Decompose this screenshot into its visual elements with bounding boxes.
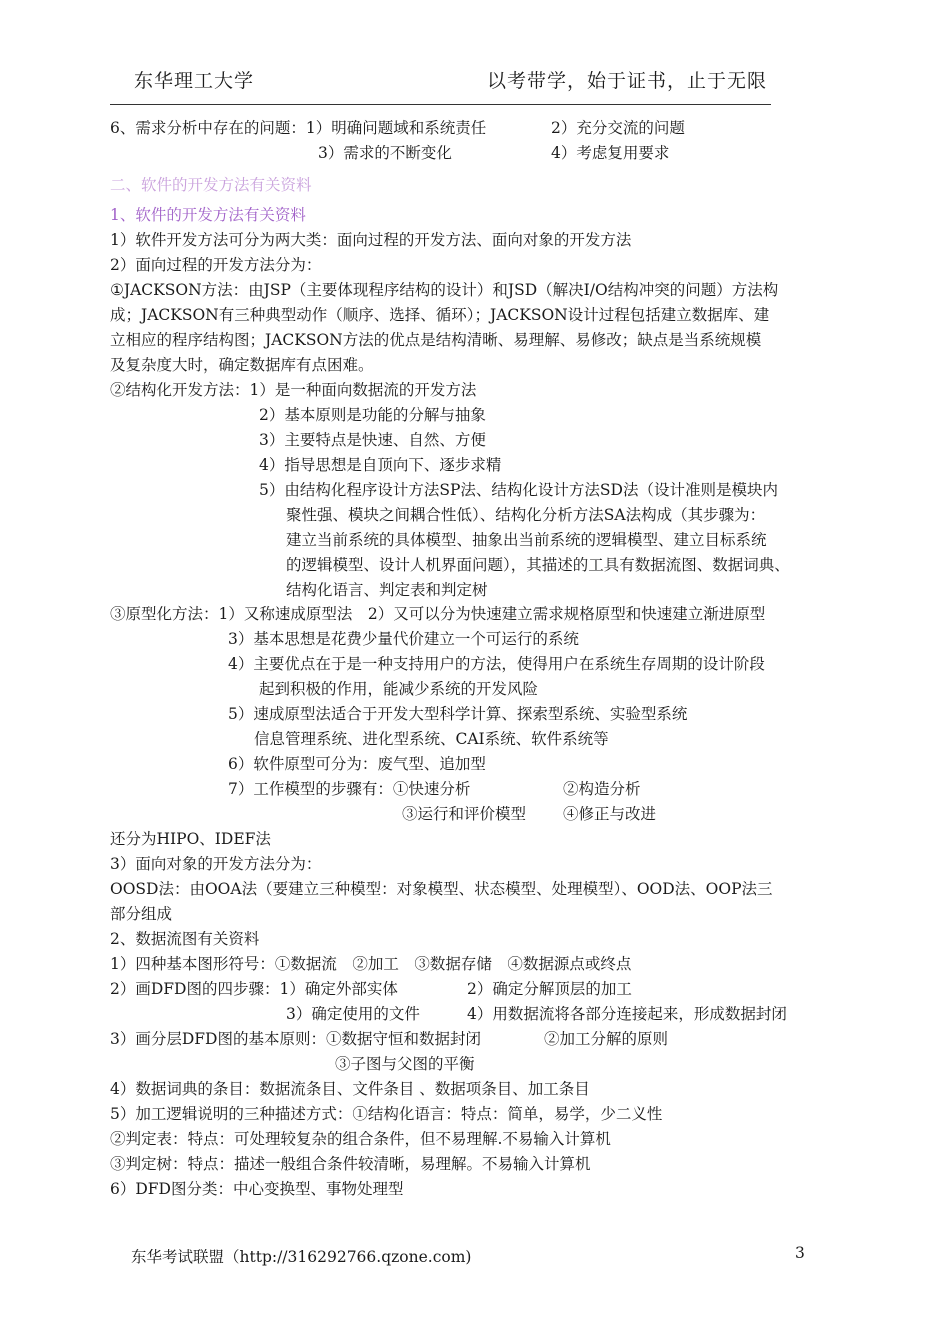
body-line: 聚性强、模块之间耦合性低）、结构化分析方法SA法构成（其步骤为： [286, 506, 766, 524]
body-line: 4）用数据流将各部分连接起来，形成数据封闭 [467, 1005, 787, 1023]
body-line: 2、数据流图有关资料 [110, 930, 260, 948]
body-line: ①JACKSON方法：由JSP（主要体现程序结构的设计）和JSD（解决I/O结构冲突的问题）方法构 [110, 281, 779, 299]
body-line: 2）面向过程的开发方法分为： [110, 256, 322, 274]
body-line: 4）数据词典的条目：数据流条目、文件条目 、数据项条目、加工条目 [110, 1080, 590, 1098]
body-line: 结构化语言、判定表和判定树 [286, 581, 488, 599]
body-line: 6、需求分析中存在的问题：1）明确问题域和系统责任 [110, 119, 487, 137]
body-line: 建立当前系统的具体模型、抽象出当前系统的逻辑模型、建立目标系统 [286, 531, 767, 549]
body-line: 1）四种基本图形符号：①数据流 ②加工 ③数据存储 ④数据源点或终点 [110, 955, 632, 973]
section-heading: 二、软件的开发方法有关资料 [110, 176, 312, 194]
header-university: 东华理工大学 [134, 70, 255, 92]
body-line: ②判定表：特点：可处理较复杂的组合条件，但不易理解.不易输入计算机 [110, 1130, 611, 1148]
page-number: 3 [795, 1244, 805, 1262]
body-line: 4）主要优点在于是一种支持用户的方法，使得用户在系统生存周期的设计阶段 [228, 655, 765, 673]
body-line: 起到积极的作用，能减少系统的开发风险 [259, 680, 539, 698]
body-line: 6）软件原型可分为：废气型、追加型 [228, 755, 486, 773]
body-line: 5）加工逻辑说明的三种描述方式：①结构化语言：特点：简单，易学，少二义性 [110, 1105, 663, 1123]
body-line: ③子图与父图的平衡 [335, 1055, 475, 1073]
body-line: ③判定树：特点：描述一般组合条件较清晰，易理解。不易输入计算机 [110, 1155, 591, 1173]
body-line: ④修正与改进 [563, 805, 657, 823]
body-line: 2）充分交流的问题 [551, 119, 685, 137]
body-line: 7）工作模型的步骤有：①快速分析 [228, 780, 471, 798]
body-line: 1）软件开发方法可分为两大类：面向过程的开发方法、面向对象的开发方法 [110, 231, 632, 249]
body-line: 2）确定分解顶层的加工 [467, 980, 632, 998]
body-line: 3）需求的不断变化 [318, 144, 452, 162]
body-line: 3）主要特点是快速、自然、方便 [259, 431, 486, 449]
body-line: 3）确定使用的文件 [286, 1005, 420, 1023]
body-line: ②加工分解的原则 [544, 1030, 669, 1048]
body-line: 6）DFD图分类：中心变换型、事物处理型 [110, 1180, 404, 1198]
body-line: 部分组成 [110, 905, 173, 923]
body-line: OOSD法：由OOA法（要建立三种模型：对象模型、状态模型、处理模型）、OOD法、OOP法三 [110, 880, 773, 898]
body-line: 3）画分层DFD图的基本原则：①数据守恒和数据封闭 [110, 1030, 481, 1048]
body-line: 信息管理系统、进化型系统、CAI系统、软件系统等 [254, 730, 609, 748]
body-line: 3）基本思想是花费少量代价建立一个可运行的系统 [228, 630, 579, 648]
header-divider [110, 104, 771, 105]
body-line: 3）面向对象的开发方法分为： [110, 855, 322, 873]
body-line: 2）基本原则是功能的分解与抽象 [259, 406, 486, 424]
body-line: ②构造分析 [563, 780, 641, 798]
body-line: 4）考虑复用要求 [551, 144, 670, 162]
body-line: 5）由结构化程序设计方法SP法、结构化设计方法SD法（设计准则是模块内 [259, 481, 778, 499]
body-line: 立相应的程序结构图；JACKSON方法的优点是结构清晰、易理解、易修改；缺点是当系统规模 [110, 331, 762, 349]
body-line: 及复杂度大时，确定数据库有点困难。 [110, 356, 374, 374]
body-line: ③运行和评价模型 [402, 805, 527, 823]
body-line: ②结构化开发方法：1）是一种面向数据流的开发方法 [110, 381, 477, 399]
body-line: ③原型化方法：1）又称速成原型法 2）又可以分为快速建立需求规格原型和快速建立渐进原型 [110, 605, 766, 623]
body-line: 的逻辑模型、设计人机界面问题），其描述的工具有数据流图、数据词典、 [286, 556, 790, 574]
body-line: 还分为HIPO、IDEF法 [110, 830, 271, 848]
footer-text: 东华考试联盟（http://316292766.qzone.com) [131, 1248, 472, 1266]
body-line: 5）速成原型法适合于开发大型科学计算、探索型系统、实验型系统 [228, 705, 688, 723]
header-slogan: 以考带学，始于证书，止于无限 [487, 70, 768, 92]
body-line: 2）画DFD图的四步骤：1）确定外部实体 [110, 980, 398, 998]
subsection-heading: 1、软件的开发方法有关资料 [110, 206, 306, 224]
body-line: 4）指导思想是自顶向下、逐步求精 [259, 456, 502, 474]
body-line: 成；JACKSON有三种典型动作（顺序、选择、循环）；JACKSON设计过程包括建立数据库、建 [110, 306, 770, 324]
